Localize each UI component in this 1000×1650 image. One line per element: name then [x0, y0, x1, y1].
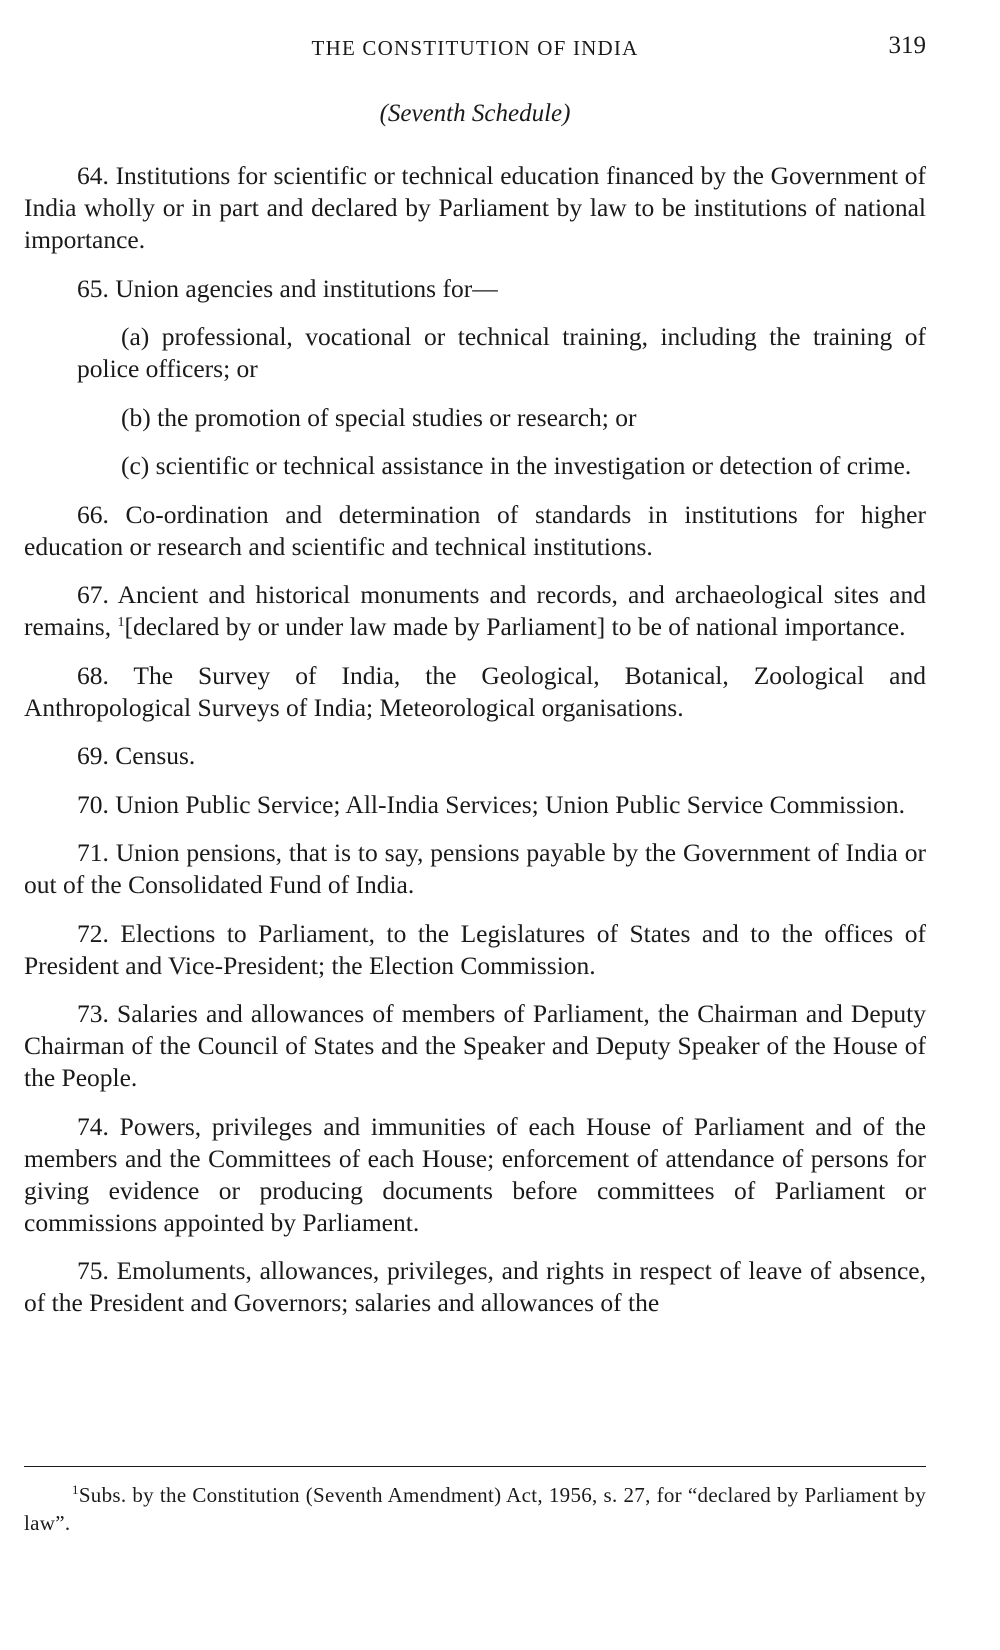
footnote-marker: 1: [72, 1482, 79, 1497]
entry-67-text-end: [declared by or under law made by Parliament] to be of national importance.: [124, 612, 906, 641]
entry-65-c: (c) scientific or technical assistance in the investigation or detection of crime.: [121, 451, 912, 480]
page-body: [24, 30, 926, 1336]
entry-73: 73. Salaries and allowances of members of Parliament, the Chairman and Deputy Chairman of the Council of States and the Speaker and Deputy Speaker of the House of the People.: [24, 999, 926, 1092]
footnote-text: Subs. by the Constitution (Seventh Amendment) Act, 1956, s. 27, for “declared by Parliament by law”.: [24, 1483, 926, 1535]
schedule-name: (Seventh Schedule): [379, 100, 571, 127]
entry-67: [24, 579, 926, 643]
entry-64: 64. Institutions for scientific or technical education financed by the Government of India wholly or in part and declared by Parliament by law to be institutions of national importance.: [24, 161, 926, 254]
entry-68: 68. The Survey of India, the Geological, Botanical, Zoological and Anthropological Surveys of India; Meteorological organisations.: [24, 660, 926, 722]
entry-65: 65. Union agencies and institutions for—: [77, 273, 498, 303]
entry-74: 74. Powers, privileges and immunities of each House of Parliament and of the members and the Committees of each House; enforcement of attendance of persons for giving evidence or producing documents before committees of Parliament or commissions appointed by Parliament.: [24, 1111, 926, 1237]
footnote-divider: [24, 1466, 926, 1467]
footnote-reference[interactable]: 1: [117, 615, 125, 630]
entry-69: 69. Census.: [77, 741, 196, 770]
footnote-area: [24, 1466, 926, 1558]
entry-65-b: (b) the promotion of special studies or research; or: [121, 402, 637, 432]
running-title: THE CONSTITUTION OF INDIA: [311, 36, 639, 60]
footnote: [24, 1481, 926, 1537]
entry-list: [24, 160, 926, 1319]
entry-70: 70. Union Public Service; All-India Services; Union Public Service Commission.: [77, 789, 905, 819]
page-number: 319: [888, 32, 926, 59]
entry-65-a: (a) professional, vocational or technical training, including the training of police officers; or: [77, 322, 926, 383]
running-header: [24, 30, 926, 70]
entry-75: 75. Emoluments, allowances, privileges, and rights in respect of leave of absence, of the President and Governors; salaries and allowances of the: [24, 1256, 926, 1317]
entry-67-text-start: 67. Ancient and historical monuments and records, and archaeological sites and remains,: [24, 580, 926, 641]
entry-66: 66. Co-ordination and determination of standards in institutions for higher education or research and scientific and technical institutions.: [24, 499, 926, 561]
entry-71: 71. Union pensions, that is to say, pensions payable by the Government of India or out of the Consolidated Fund of India.: [24, 838, 926, 899]
entry-72: 72. Elections to Parliament, to the Legislatures of States and to the offices of President and Vice-President; the Election Commission.: [24, 918, 926, 980]
